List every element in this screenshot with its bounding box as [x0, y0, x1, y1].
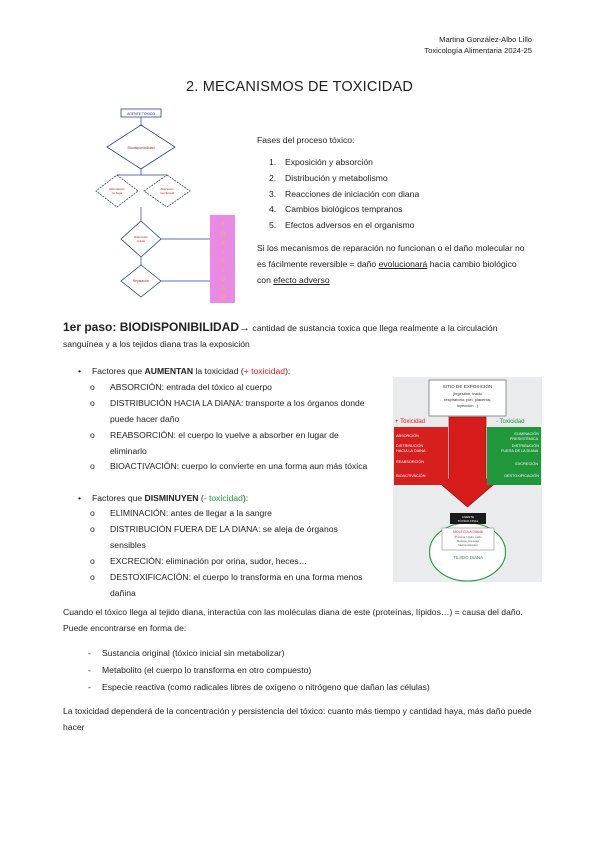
flow-start-label: AGENTE TOXICO: [127, 112, 155, 116]
list-item: 2. Distribución y metabolismo: [269, 172, 388, 183]
bullet-icon: •: [78, 366, 82, 376]
arrow-right-icon: →: [239, 322, 251, 334]
flow-node-3: Alteración membrana: [159, 187, 175, 195]
toxic-process-flowchart: [95, 105, 245, 305]
final-agent-label: AGENTE TÓXICO FINAL: [457, 515, 479, 523]
repair-note: Si los mecanismos de reparación no funcionan o el daño molecular no es fácilmente reversible = daño evolucionará hacia cambio biológico con efecto adverso: [257, 243, 525, 285]
course-name: Toxicología Alimentaria 2024-25: [424, 46, 532, 55]
toxicity-conclusion-paragraph: La toxicidad dependerá de la concentración y persistencia del tóxico: cuanto más tiempo y cantidad haya, más daño puede hacer: [63, 706, 532, 732]
target-molecule-sub: (Proteína, Lípido, Ácido Nucleico, Complejo Macromolecular): [454, 536, 482, 547]
flow-node-4: Disfunción celular: [133, 235, 149, 243]
list-item: 1. Exposición y absorción: [269, 157, 373, 167]
list-item: o ABSORCIÓN: entrada del tóxico al cuerpo: [90, 382, 272, 392]
flow-node-1: Biodisponibilidad: [127, 146, 155, 150]
minus-toxicity-label: - Toxicidad: [496, 419, 525, 425]
list-item: o DESTOXIFICACIÓN: el cuerpo lo transforma en una forma menos dañina: [90, 572, 363, 598]
plus-toxicity-label: + Toxicidad: [395, 419, 426, 425]
list-item: 3. Reacciones de iniciación con diana: [269, 188, 420, 199]
section-title: 2. MECANISMOS DE TOXICIDAD: [185, 79, 414, 95]
plus-toxicity-tag: + toxicidad: [243, 366, 286, 376]
list-item: 5. Efectos adversos en el organismo: [269, 220, 415, 231]
phases-intro: Fases del proceso tóxico:: [257, 135, 355, 145]
phases-list: [263, 155, 419, 234]
minus-toxicity-tag: - toxicidad: [203, 493, 243, 503]
minus-factors-text: ELIMINACIÓN PRESISTÉMICA DISTRIBUCIÓN FUERA DE LA DIANA EXCRECIÓN DESTOXIFICACIÓN: [501, 432, 539, 478]
bullet-icon: •: [78, 493, 82, 503]
list-item: o DISTRIBUCIÓN HACIA LA DIANA: transporte a los órganos donde puede hacer daño: [90, 398, 365, 424]
list-item: o DISTRIBUCIÓN FUERA DE LA DIANA: se aleja de órganos sensibles: [90, 524, 338, 550]
target-tissue-label: TEJIDO DIANA: [452, 555, 484, 560]
list-item: - Sustancia original (tóxico inicial sin metabolizar): [88, 648, 285, 658]
step1-description: cantidad de sustancia toxica que llega realmente a la circulación sanguínea y a los tejidos diana tras la exposición: [63, 323, 498, 349]
list-item: - Especie reactiva (como radicales libres de oxígeno o nitrógeno que dañan las células): [88, 682, 430, 692]
list-item: o ELIMINACIÓN: antes de llegar a la sangre: [90, 508, 272, 518]
flow-node-5: Reparación: [132, 279, 150, 283]
underlined-evolucionara: evolucionará: [378, 258, 428, 269]
flow-toxicity-label: T O X I C I D A D: [220, 223, 226, 301]
page-header: [424, 34, 532, 56]
list-item: o EXCRECIÓN: eliminación por orina, sudor, heces…: [90, 556, 308, 566]
list-item: 4. Cambios biológicos tempranos: [269, 204, 403, 215]
decrease-factors-heading: • Factores que DISMINUYEN (- toxicidad):: [78, 491, 248, 507]
target-molecule-label: MOLÉCULA DIANA: [453, 530, 483, 534]
bioavailability-figure: [393, 377, 542, 582]
author-name: Martina González-Albo Lillo: [439, 35, 532, 44]
increase-factors-heading: • Factores que AUMENTAN la toxicidad (+ toxicidad):: [78, 364, 290, 380]
step1-heading: 1er paso: BIODISPONIBILIDAD: [63, 320, 240, 334]
step1-paragraph: [63, 320, 533, 353]
underlined-efecto-adverso: efecto adverso: [273, 274, 330, 285]
list-item: o BIOACTIVACIÓN: cuerpo lo convierte en una forma aun más tóxica: [90, 461, 368, 471]
flow-node-2: Eliminación no llega: [109, 187, 125, 195]
plus-factors-text: ABSORCIÓN DISTRIBUCIÓN HACIA LA DIANA REABSORCIÓN BIOACTIVACIÓN: [396, 434, 426, 478]
exposure-site-title: SITIO DE EXPOSICIÓN: [442, 384, 493, 389]
target-interaction-paragraph: Cuando el tóxico llega al tejido diana, interactúa con las moléculas diana de este (proteínas, lípidos…) = causa del daño. Puede encontrarse en forma de:: [63, 607, 523, 633]
exposure-site-sub: (Ingestión, tracto respiratorio, piel, placenta, inyección...): [444, 391, 491, 408]
list-item: - Metabolito (el cuerpo lo transforma en otro compuesto): [88, 665, 312, 675]
list-item: o REABSORCIÓN: el cuerpo lo vuelve a absorber en lugar de eliminarlo: [90, 430, 339, 456]
